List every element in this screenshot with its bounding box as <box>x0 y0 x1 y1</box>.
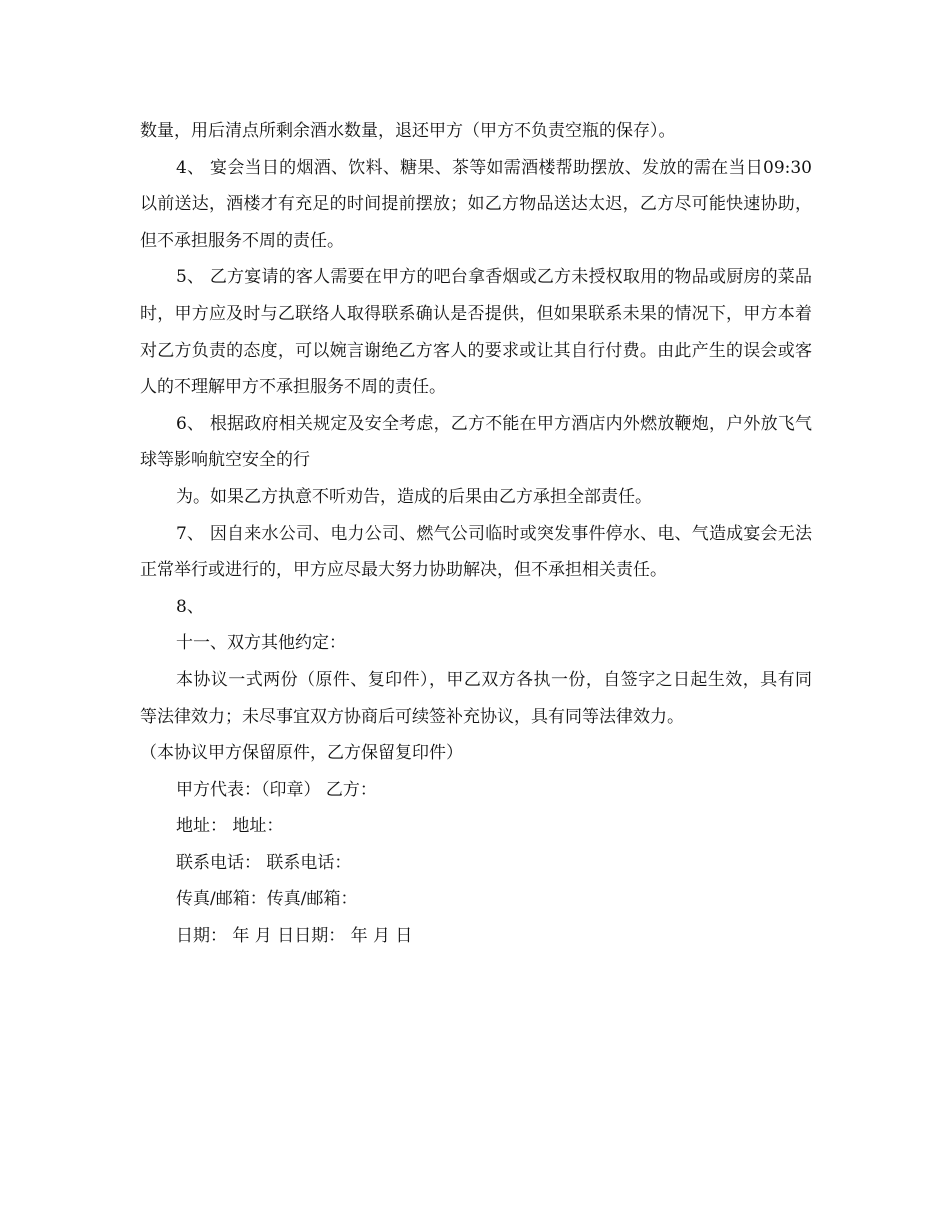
clause-8: 8、 <box>176 596 204 617</box>
agreement-copies-paragraph: 本协议一式两份（原件、复印件），甲乙双方各执一份，自签字之日起生效，具有同等法律效力；未尽事宜双方协商后可续签补充协议，具有同等法律效力。 <box>140 669 812 727</box>
paragraph-continuation: 数量，用后清点所剩余酒水数量，退还甲方（甲方不负责空瓶的保存）。 <box>140 121 676 141</box>
clause-7: 7、 因自来水公司、电力公司、燃气公司临时或突发事件停水、电、气造成宴会无法正常举行或进行的，甲方应尽最大努力协助解决，但不承担相关责任。 <box>140 523 812 581</box>
clause-6-continuation: 为。如果乙方执意不听劝告，造成的后果由乙方承担全部责任。 <box>176 486 652 507</box>
section-heading-other-agreements: 十一、双方其他约定： <box>176 633 346 654</box>
clause-4: 4、 宴会当日的烟酒、饮料、糖果、茶等如需酒楼帮助摆放、发放的需在当日09:30以前送达，酒楼才有充足的时间提前摆放；如乙方物品送达太迟，乙方尽可能快速协助，但不承担服务不周的责任。 <box>140 157 812 251</box>
signature-phone-line: 联系电话： 联系电话： <box>176 852 352 873</box>
agreement-copies-note: （本协议甲方保留原件，乙方保留复印件） <box>140 743 463 764</box>
signature-representative-line: 甲方代表：（印章） 乙方： <box>176 779 377 800</box>
clause-6: 6、 根据政府相关规定及安全考虑，乙方不能在甲方酒店内外燃放鞭炮，户外放飞气球等影响航空安全的行 <box>140 413 812 471</box>
signature-fax-email-line: 传真/邮箱：传真/邮箱： <box>176 889 358 910</box>
clause-5: 5、 乙方宴请的客人需要在甲方的吧台拿香烟或乙方未授权取用的物品或厨房的菜品时，甲方应及时与乙联络人取得联系确认是否提供，但如果联系未果的情况下，甲方本着对乙方负责的态度，可以婉言谢绝乙方客人的要求或让其自行付费。由此产生的误会或客人的不理解甲方不承担服务不周的责任。 <box>140 267 812 398</box>
signature-date-line: 日期： 年 月 日日期： 年 月 日 <box>176 926 413 947</box>
signature-address-line: 地址： 地址： <box>176 816 284 837</box>
document-body <box>140 113 812 955</box>
